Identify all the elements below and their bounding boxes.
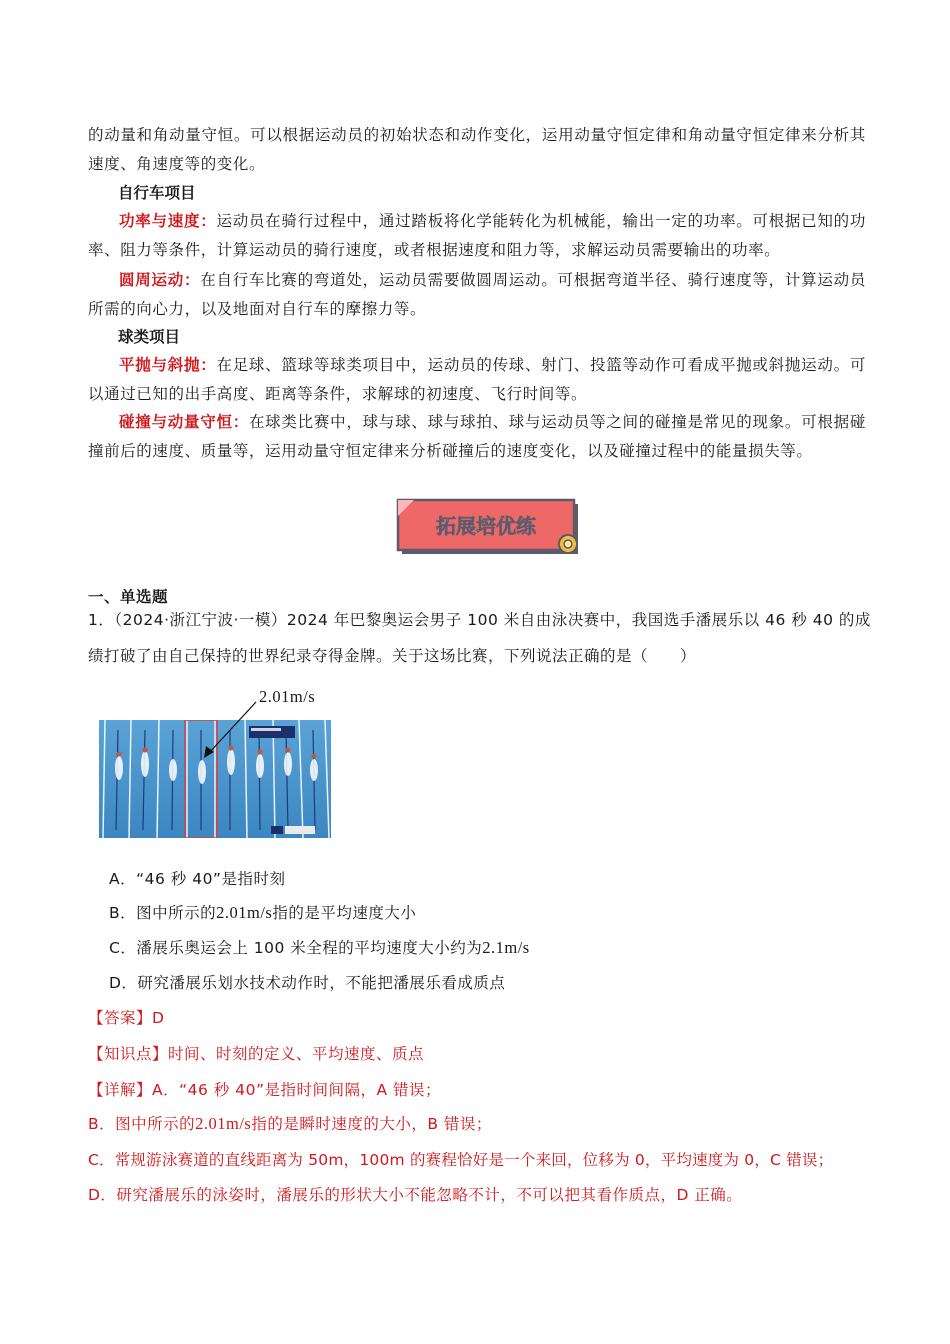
logo-overlay [285, 826, 315, 834]
option-c [109, 935, 530, 961]
answer-value: D [152, 1009, 165, 1027]
question-stem-line-2: 绩打破了由自己保持的世界纪录夺得金牌。关于这场比赛，下列说法正确的是（ ） [88, 647, 697, 665]
option-value: 2.1m/s [482, 938, 530, 957]
section-title: 一、单选题 [88, 588, 169, 606]
question-stem-line-1 [88, 607, 871, 633]
detail-text: A．“46 秒 40”是指时间间隔，A 错误； [152, 1081, 442, 1099]
option-text: B．图中所示的 [109, 904, 217, 922]
answer-line [88, 1005, 164, 1031]
answer-label: 【答案】 [88, 1009, 153, 1027]
detail-line-c: C．常规游泳赛道的直线距离为 50m，100m 的赛程恰好是一个来回，位移为 0，平均速度为 0，C 错误； [88, 1151, 834, 1169]
option-text: C．潘展乐奥运会上 100 米全程的平均速度大小约为 [109, 939, 483, 957]
ball-collision-paragraph [88, 408, 866, 466]
cycling-heading: 自行车项目 [118, 184, 196, 202]
option-text: 指的是平均速度大小 [272, 904, 417, 922]
detail-label: 【详解】 [88, 1081, 153, 1099]
knowledge-point-value: 时间、时刻的定义、平均速度、质点 [168, 1045, 425, 1063]
figure-speed-label: 2.01m/s [259, 687, 316, 706]
detail-value: 2.01m/s [195, 1114, 252, 1133]
practice-banner [394, 498, 584, 562]
speed-arrow-icon [190, 700, 270, 760]
option-value: 2.01m/s [216, 903, 273, 922]
detail-text: 指的是瞬时速度的大小，B 错误； [251, 1115, 492, 1133]
term-label: 功率与速度： [119, 212, 217, 230]
detail-line-b [88, 1111, 492, 1137]
detail-line-d: D．研究潘展乐的泳姿时，潘展乐的形状大小不能忽略不计，不可以把其看作质点，D 正确。 [88, 1186, 743, 1204]
option-a: A．“46 秒 40”是指时刻 [109, 870, 286, 888]
paragraph-text: 在足球、篮球等球类项目中，运动员的传球、射门、投篮等动作可看成平抛或斜抛运动。可以通过已知的出手高度、距离等条件，求解球的初速度、飞行时间等。 [88, 356, 866, 403]
paragraph-text: 在自行车比赛的弯道处，运动员需要做圆周运动。可根据弯道半径、骑行速度等，计算运动员所需的向心力，以及地面对自行车的摩擦力等。 [88, 271, 866, 318]
banner-coin-inner [564, 540, 572, 548]
option-b [109, 900, 416, 926]
intro-paragraph: 的动量和角动量守恒。可以根据运动员的初始状态和动作变化，运用动量守恒定律和角动量守恒定律来分析其速度、角速度等的变化。 [88, 126, 866, 173]
detail-text: B．图中所示的 [88, 1115, 196, 1133]
cycling-circular-paragraph [88, 266, 866, 324]
detail-line-a [88, 1077, 441, 1103]
knowledge-point-line [88, 1041, 424, 1067]
cycling-power-paragraph [88, 207, 866, 265]
banner-label: 拓展培优练 [436, 514, 536, 538]
ball-heading: 球类项目 [118, 328, 181, 346]
question-stem-text: （2024·浙江宁波·一模）2024 年巴黎奥运会男子 100 米自由泳决赛中，我国选手潘展乐以 46 秒 40 的成 [114, 611, 871, 629]
term-label: 平抛与斜抛： [119, 356, 217, 374]
paragraph-text: 在球类比赛中，球与球、球与球拍、球与运动员等之间的碰撞是常见的现象。可根据碰撞前后的速度、质量等，运用动量守恒定律来分析碰撞后的速度变化，以及碰撞过程中的能量损失等。 [88, 413, 866, 460]
ball-projectile-paragraph [88, 351, 866, 409]
knowledge-point-label: 【知识点】 [88, 1045, 169, 1063]
time-overlay [271, 826, 283, 834]
term-label: 圆周运动： [119, 271, 201, 289]
question-number: 1． [88, 611, 115, 629]
option-d: D．研究潘展乐划水技术动作时，不能把潘展乐看成质点 [109, 974, 506, 992]
term-label: 碰撞与动量守恒： [119, 413, 249, 431]
paragraph-text: 运动员在骑行过程中，通过踏板将化学能转化为机械能，输出一定的功率。可根据已知的功率、阻力等条件，计算运动员的骑行速度，或者根据速度和阻力等，求解运动员需要输出的功率。 [88, 212, 866, 259]
